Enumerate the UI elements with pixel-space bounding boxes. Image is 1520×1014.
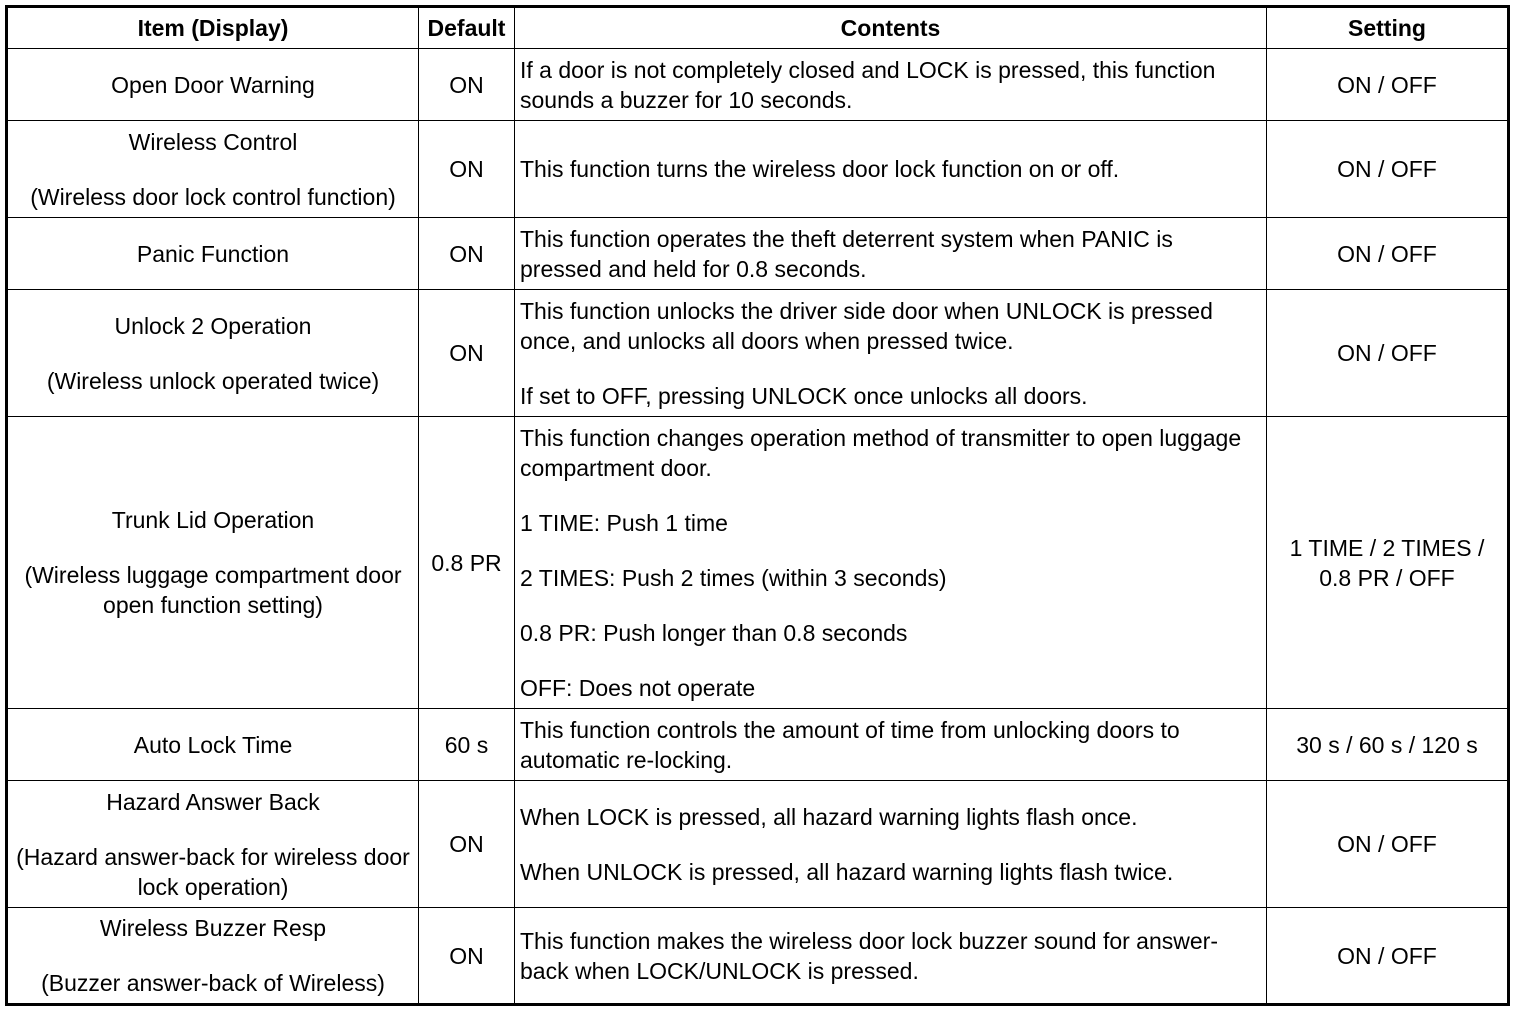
setting-text: ON / OFF	[1337, 71, 1437, 98]
setting-text: ON / OFF	[1337, 831, 1437, 857]
item-name: Unlock 2 Operation	[114, 312, 312, 339]
setting-cell	[1267, 709, 1509, 781]
contents-text: This function unlocks the driver side door when UNLOCK is pressed once, and unlocks all doors when pressed twice.	[520, 297, 1213, 354]
item-description: (Wireless luggage compartment door open function setting)	[24, 562, 402, 618]
default-cell: ON	[419, 781, 515, 908]
default-cell: ON	[419, 290, 515, 417]
contents-cell	[515, 49, 1267, 121]
contents-text: This function operates the theft deterrent system when PANIC is pressed and held for 0.8 seconds.	[520, 225, 1173, 282]
setting-text: ON / OFF	[1337, 156, 1437, 182]
table-row	[7, 121, 1509, 218]
item-name: Auto Lock Time	[133, 731, 293, 758]
setting-text: 30 s / 60 s / 120 s	[1296, 731, 1478, 758]
contents-text: 1 TIME: Push 1 time	[520, 509, 728, 536]
header-item: Item (Display)	[7, 7, 419, 49]
table-row	[7, 49, 1509, 121]
setting-cell	[1267, 121, 1509, 218]
contents-text: If set to OFF, pressing UNLOCK once unlocks all doors.	[520, 382, 1088, 409]
item-name: Hazard Answer Back	[106, 788, 320, 815]
item-description: (Hazard answer-back for wireless door lock operation)	[16, 843, 410, 900]
item-cell	[7, 290, 419, 417]
item-cell	[7, 781, 419, 908]
settings-table	[5, 5, 1510, 1006]
item-cell	[7, 121, 419, 218]
item-description: (Wireless door lock control function)	[30, 183, 396, 210]
table-row	[7, 908, 1509, 1005]
contents-text: 2 TIMES: Push 2 times (within 3 seconds)	[520, 564, 947, 591]
default-cell: ON	[419, 908, 515, 1005]
contents-text: This function changes operation method of transmitter to open luggage compartment door.	[520, 424, 1242, 481]
item-name: Panic Function	[136, 240, 290, 267]
item-cell	[7, 709, 419, 781]
item-name: Wireless Control	[128, 128, 298, 155]
item-cell	[7, 908, 419, 1005]
setting-text: ON / OFF	[1337, 340, 1437, 366]
header-default: Default	[419, 7, 515, 49]
default-cell: ON	[419, 49, 515, 121]
item-cell	[7, 417, 419, 709]
item-name: Open Door Warning	[111, 71, 315, 98]
contents-cell	[515, 709, 1267, 781]
contents-cell	[515, 290, 1267, 417]
table-row	[7, 218, 1509, 290]
default-cell: ON	[419, 121, 515, 218]
contents-text: This function turns the wireless door lock function on or off.	[520, 156, 1120, 182]
setting-cell	[1267, 218, 1509, 290]
item-name: Wireless Buzzer Resp	[99, 915, 327, 941]
setting-cell	[1267, 49, 1509, 121]
contents-cell	[515, 908, 1267, 1005]
contents-text: This function controls the amount of time from unlocking doors to automatic re-locking.	[520, 716, 1180, 773]
setting-cell	[1267, 908, 1509, 1005]
default-cell: 60 s	[419, 709, 515, 781]
table-row	[7, 417, 1509, 709]
contents-text: This function makes the wireless door lock buzzer sound for answer-back when LOCK/UNLOCK is pressed.	[520, 927, 1218, 984]
setting-text: ON / OFF	[1337, 942, 1437, 969]
contents-cell	[515, 218, 1267, 290]
default-cell: ON	[419, 218, 515, 290]
item-description: (Buzzer answer-back of Wireless)	[41, 970, 385, 996]
item-cell	[7, 218, 419, 290]
item-description: (Wireless unlock operated twice)	[46, 367, 380, 394]
setting-cell	[1267, 290, 1509, 417]
setting-text: ON / OFF	[1337, 240, 1437, 267]
default-cell: 0.8 PR	[419, 417, 515, 709]
table-row	[7, 290, 1509, 417]
contents-cell	[515, 417, 1267, 709]
contents-text: OFF: Does not operate	[520, 674, 756, 701]
setting-cell	[1267, 781, 1509, 908]
table-row	[7, 781, 1509, 908]
item-name: Trunk Lid Operation	[111, 507, 315, 533]
header-row	[7, 7, 1509, 49]
setting-text: 0.8 PR / OFF	[1319, 564, 1455, 591]
contents-cell	[515, 121, 1267, 218]
contents-text: 0.8 PR: Push longer than 0.8 seconds	[520, 619, 908, 646]
contents-text: If a door is not completely closed and LOCK is pressed, this function sounds a buzzer for 10 seconds.	[520, 56, 1216, 113]
contents-text: When LOCK is pressed, all hazard warning lights flash once.	[520, 803, 1138, 830]
contents-text: When UNLOCK is pressed, all hazard warning lights flash twice.	[520, 858, 1174, 885]
setting-text: 1 TIME / 2 TIMES /	[1289, 534, 1485, 561]
item-cell	[7, 49, 419, 121]
setting-cell	[1267, 417, 1509, 709]
table-row	[7, 709, 1509, 781]
header-setting: Setting	[1267, 7, 1509, 49]
contents-cell	[515, 781, 1267, 908]
header-contents: Contents	[515, 7, 1267, 49]
